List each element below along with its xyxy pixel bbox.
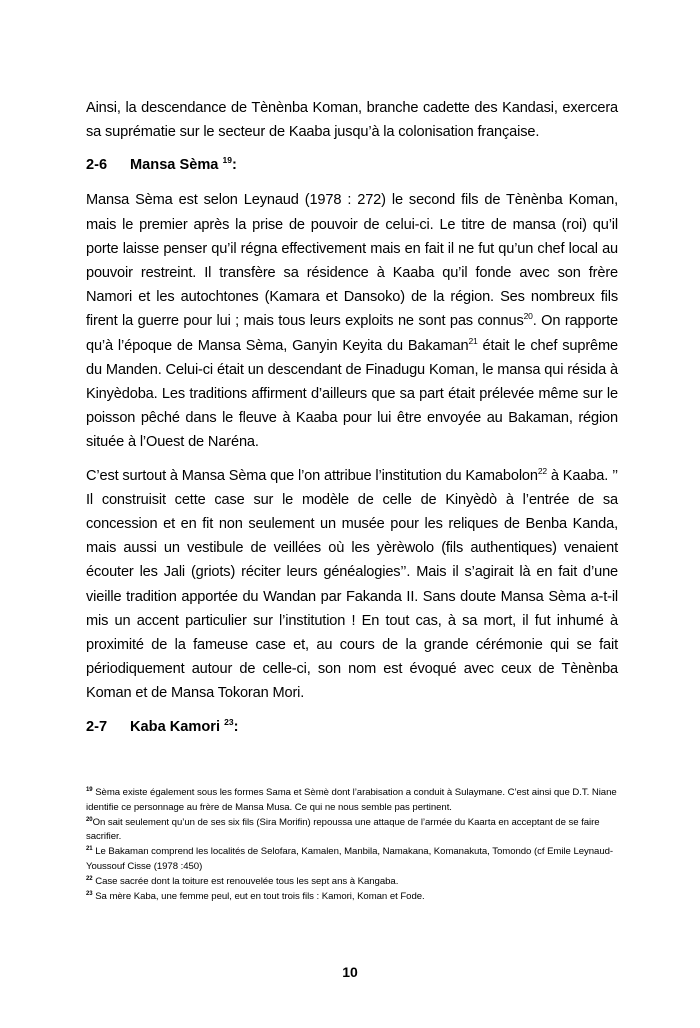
footnote-ref-22: 22: [537, 465, 547, 476]
heading-colon: :: [231, 157, 237, 174]
paragraph-text: C’est surtout à Mansa Sèma que l’on attribue l’institution du Kamabolon: [86, 467, 538, 484]
footnote-ref-20: 20: [523, 311, 533, 322]
paragraph-text: . On rapporte qu’à l’époque de Mansa Sèma, Ganyin Keyita du Bakaman: [86, 313, 618, 354]
heading-number: 2-6: [86, 157, 108, 174]
paragraph-mansa-sema: [86, 188, 618, 454]
footnote-20: [86, 816, 618, 846]
footnote-number: 23: [86, 890, 93, 897]
footnote-text: Le Bakaman comprend les localités de Selofara, Kamalen, Manbila, Namakana, Komanakuta, Tomondo (cf Emile Leynaud- Youssouf Cisse (1978 :450): [86, 846, 614, 872]
footnote-number: 22: [86, 875, 93, 882]
footnote-22: [86, 875, 618, 890]
paragraph-text: à Kaaba. ’’ Il construisit cette case sur le modèle de celle de Kinyèdò à l’entrée de sa concession et en fit non seulement un musée pour les reliques de Benba Kanda, mais aussi un vestibule de veillées où les yèrèwolo (fils authentiques) venaient écouter les Jali (griots) réciter leurs généalogies’’. Mais il s’agirait là en fait d’une vieille tradition apportée du Wandan par Fakanda II. Sans doute Mansa Sèma a-t-il mis un accent particulier sur l’institution ! En tout cas, à sa mort, il fut inhumé à proximité de la fameuse case et, au cours de la grande cérémonie qui se fait périodiquement autour de celle-ci, son nom est évoqué avec ceux de Tènènba Koman et de Mansa Tokoran Mori.: [86, 467, 618, 702]
paragraph-text: Mansa Sèma est selon Leynaud (1978 : 272) le second fils de Tènènba Koman, mais le premier après la prise de pouvoir de celui-ci. Le titre de mansa (roi) qu’il porte laisse penser qu’il régna effectivement mais en fait il ne fut qu’un chef local au pouvoir restreint. Il transfère sa résidence à Kaaba qu’il fonde avec son frère Namori et les autochtones (Kamara et Dansoko) de la région. Ses nombreux fils firent la guerre pour lui ; mais tous leurs exploits ne sont pas connus: [86, 192, 618, 330]
footnote-23: [86, 890, 618, 905]
page-body: [86, 96, 618, 750]
footnote-text: Sa mère Kaba, une femme peul, eut en tout trois fils : Kamori, Koman et Fode.: [92, 890, 425, 902]
footnote-ref-23: 23: [224, 716, 234, 727]
footnote-ref-21: 21: [468, 335, 478, 346]
section-heading-2-6: [86, 153, 618, 177]
footnote-text: Sèma existe également sous les formes Sama et Sèmè dont l’arabisation a conduit à Sulaymane. C’est ainsi que D.T. Niane identifie ce personnage au frère de Mansa Musa. Ce qui ne nous semble pas pertinent.: [86, 787, 617, 813]
footnote-21: [86, 845, 618, 875]
paragraph-text: Ainsi, la descendance de Tènènba Koman, branche cadette des Kandasi, exercera sa suprématie sur le secteur de Kaaba jusqu’à la colonisation française.: [86, 100, 618, 141]
footnote-text: On sait seulement qu’un de ses six fils (Sira Morifin) repoussa une attaque de l’armée du Kaarta en acceptant de se faire sacrifier.: [86, 816, 600, 843]
paragraph-kamabolon: [86, 464, 618, 706]
footnote-number: 21: [86, 846, 93, 852]
footnote-ref-19: 19: [222, 155, 232, 166]
footnote-text: Case sacrée dont la toiture est renouvelée tous les sept ans à Kangaba.: [92, 875, 399, 887]
footnote-number: 20: [86, 816, 93, 823]
heading-title: Mansa Sèma: [130, 157, 219, 174]
footnote-number: 19: [86, 786, 93, 793]
page-number: 10: [342, 964, 358, 980]
paragraph-intro: [86, 96, 618, 144]
section-heading-2-7: [86, 715, 618, 739]
heading-number: 2-7: [86, 718, 108, 735]
footnotes: [86, 786, 618, 904]
heading-colon: :: [233, 718, 239, 735]
heading-title: Kaba Kamori: [130, 718, 221, 735]
footnote-19: [86, 786, 618, 816]
paragraph-text: était le chef suprême du Manden. Celui-ci était un descendant de Finadugu Koman, le mansa qui résida à Kinyèdoba. Les traditions affirment d’ailleurs que sa part était prélevée même sur le poisson pêché dans le fleuve à Kaaba pour lui être envoyée au Bakaman, région située à l’Ouest de Naréna.: [86, 337, 618, 451]
